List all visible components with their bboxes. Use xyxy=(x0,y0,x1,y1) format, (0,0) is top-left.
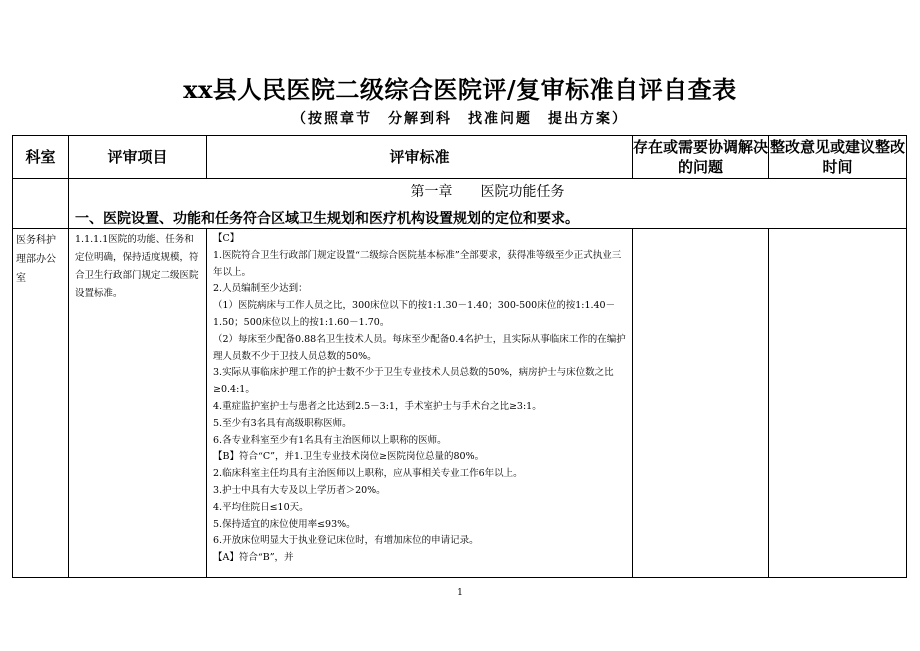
header-review-item: 评审项目 xyxy=(69,136,207,179)
section-title: 一、医院设置、功能和任务符合区域卫生规划和医疗机构设置规划的定位和要求。 xyxy=(75,211,579,227)
standard-line: 3.护士中具有大专及以上学历者＞20%。 xyxy=(213,484,386,496)
page-title: xx县人民医院二级综合医院评/复审标准自评自查表 xyxy=(183,75,737,104)
review-standard-cell xyxy=(207,229,633,578)
chapter-title: 第一章 医院功能任务 xyxy=(410,184,565,200)
chapter-cell xyxy=(69,179,907,229)
header-suggestions: 整改意见或建议整改时间 xyxy=(769,136,907,179)
page-subtitle: （按照章节 分解到科 找准问题 提出方案） xyxy=(292,111,628,127)
header-review-standard: 评审标准 xyxy=(207,136,633,179)
standard-line: 4.重症监护室护士与患者之比达到2.5－3:1，手术室护士与手术台之比≥3:1。 xyxy=(213,400,542,412)
suggestions-cell[interactable] xyxy=(769,229,907,578)
standard-line: 3.实际从事临床护理工作的护士数不少于卫生专业技术人员总数的50%，病房护士与床位数之比≥0.4:1。 xyxy=(213,367,614,396)
standard-line: 6.各专业科室至少有1名具有主治医师以上职称的医师。 xyxy=(213,434,447,446)
review-item-cell: 1.1.1.1医院的功能、任务和定位明确，保持适度规模，符合卫生行政部门规定二级医院设置标准。 xyxy=(69,229,207,578)
standard-line: 5.至少有3名具有高级职称医师。 xyxy=(213,417,352,429)
evaluation-table xyxy=(12,135,907,578)
standard-line: 【C】 xyxy=(213,233,240,244)
chapter-blank-cell xyxy=(13,179,69,229)
issues-cell[interactable] xyxy=(633,229,769,578)
standard-line: 2.人员编制至少达到： xyxy=(213,283,308,295)
standard-line: 【A】符合“B”，并 xyxy=(213,552,294,564)
page-number: 1 xyxy=(457,588,463,598)
standard-line: （1）医院病床与工作人员之比，300床位以下的按1:1.30－1.40；300-500床位的按1:1.40－1.50；500床位以上的按1:1.60－1.70。 xyxy=(213,300,616,328)
standard-line: 2.临床科室主任均具有主治医师以上职称，应从事相关专业工作6年以上。 xyxy=(213,468,523,480)
standard-line: （2）每床至少配备0.88名卫生技术人员。每床至少配备0.4名护士，且实际从事临床工作的在编护理人员数不少于卫技人员总数的50%。 xyxy=(213,333,626,362)
header-department: 科室 xyxy=(13,136,69,179)
standard-lines xyxy=(213,231,626,567)
standard-line: 1.医院符合卫生行政部门规定设置“二级综合医院基本标准”全部要求，获得准等级至少正式执业三年以上。 xyxy=(213,249,622,278)
department-cell: 医务科护理部办公室 xyxy=(13,229,69,578)
header-row xyxy=(13,136,907,179)
header-issues: 存在或需要协调解决的问题 xyxy=(633,136,769,179)
standard-line: 6.开放床位明显大于执业登记床位时，有增加床位的申请记录。 xyxy=(213,535,479,547)
standard-line: 【B】符合“C”，并1.卫生专业技术岗位≥医院岗位总量的80%。 xyxy=(213,451,485,463)
table-row xyxy=(13,229,907,578)
chapter-row xyxy=(13,179,907,229)
standard-line: 4.平均住院日≤10天。 xyxy=(213,501,309,513)
standard-line: 5.保持适宜的床位使用率≤93%。 xyxy=(213,518,356,530)
